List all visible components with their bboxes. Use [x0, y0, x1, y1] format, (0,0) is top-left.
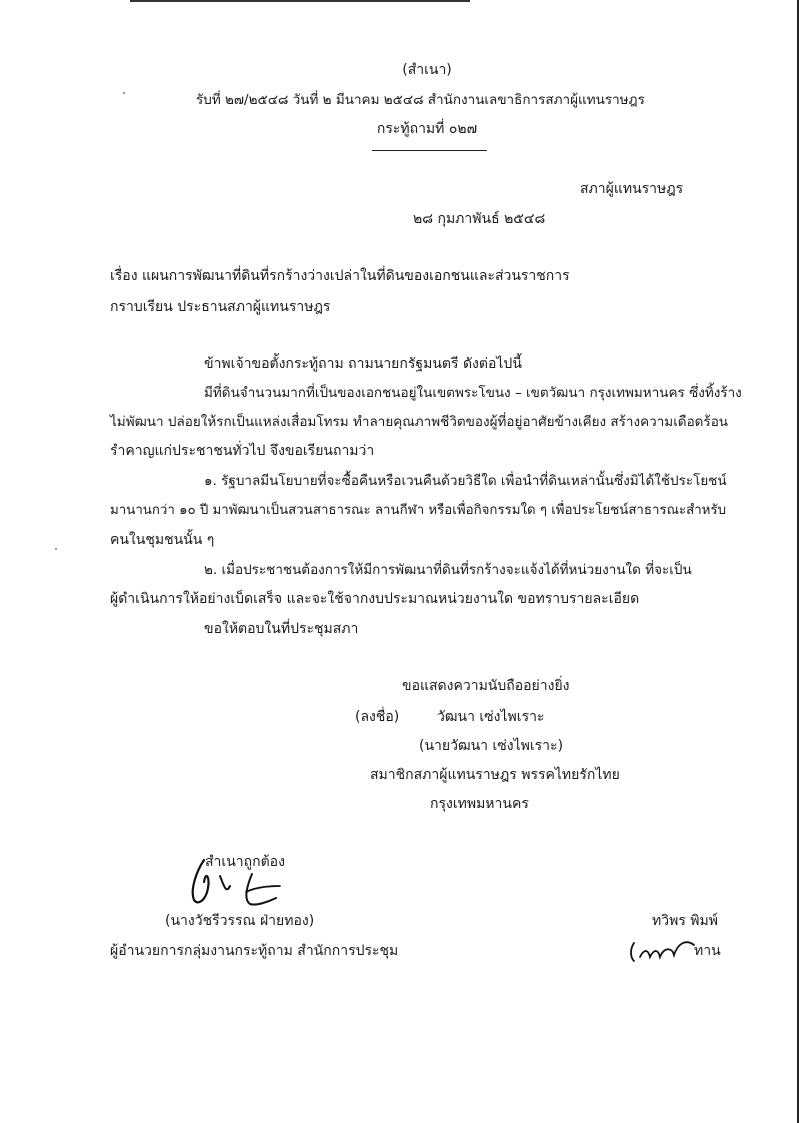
signed-name: วัฒนา เซ่งไพเราะ — [437, 709, 545, 725]
question-1-line: คนในชุมชนนั้น ๆ — [110, 532, 215, 548]
regards-line: ขอแสดงความนับถืออย่างยิ่ง — [402, 678, 570, 694]
subject-line: เรื่อง แผนการพัฒนาที่ดินที่รกร้างว่างเปล่าในที่ดินของเอกชนและส่วนราชการ — [110, 268, 570, 284]
body-paragraph-line: มีที่ดินจำนวนมากที่เป็นของเอกชนอยู่ในเขตพระโขนง – เขตวัฒนา กรุงเทพมหานคร ซึ่งทิ้งร้าง — [204, 385, 742, 401]
certifier-name: (นางวัชรีวรรณ ฝ่ายทอง) — [165, 913, 315, 929]
member-position: สมาชิกสภาผู้แทนราษฎร พรรคไทยรักไทย — [370, 767, 620, 783]
typist-initials-signature — [628, 935, 698, 967]
member-province: กรุงเทพมหานคร — [430, 796, 529, 812]
question-1-line: ๑. รัฐบาลมีนโยบายที่จะซื้อคืนหรือเวนคืนด้วยวิธีใด เพื่อนำที่ดินเหล่านั้นซึ่งมิได้ใช้ประโยชน์ — [204, 473, 727, 489]
header-underline — [372, 150, 487, 151]
question-1-line: มานานกว่า ๑๐ ปี มาพัฒนาเป็นสวนสาธารณะ ลานกีฬา หรือเพื่อกิจกรรมใด ๆ เพื่อประโยชน์สาธารณะสำหรับ — [110, 503, 727, 518]
body-paragraph-line: ไม่พัฒนา ปล่อยให้รกเป็นแหล่งเสื่อมโทรม ทำลายคุณภาพชีวิตของผู้ที่อยู่อาศัยข้างเคียง สร้างความเดือดร้อน — [110, 414, 729, 430]
scan-edge-right — [797, 0, 799, 1123]
body-paragraph-line: รำคาญแก่ประชาชนทั่วไป จึงขอเรียนถามว่า — [110, 443, 375, 459]
receipt-line: รับที่ ๒๗/๒๕๔๘ วันที่ ๒ มีนาคม ๒๕๔๘ สำนักงานเลขาธิการสภาผู้แทนราษฎร — [196, 92, 645, 108]
body-intro: ข้าพเจ้าขอตั้งกระทู้ถาม ถามนายกรัฐมนตรี ดังต่อไปนี้ — [204, 356, 522, 372]
question-number: กระทู้ถามที่ ๐๒๗ — [376, 121, 478, 137]
letter-date: ๒๘ กุมภาพันธ์ ๒๕๔๘ — [413, 211, 546, 227]
printed-name: (นายวัฒนา เซ่งไพเราะ) — [419, 738, 564, 754]
scan-edge-top — [130, 0, 470, 2]
certifier-signature — [180, 842, 290, 912]
checked-suffix: ทาน — [694, 943, 721, 959]
question-2-line: ๒. เมื่อประชาชนต้องการให้มีการพัฒนาที่ดินที่รกร้างจะแจ้งได้ที่หน่วยงานใด ที่จะเป็น — [204, 562, 692, 578]
scan-speck — [55, 548, 57, 550]
certified-copy-label: สำเนาถูกต้อง — [205, 854, 285, 870]
closing-request: ขอให้ตอบในที่ประชุมสภา — [204, 621, 359, 637]
certifier-position: ผู้อำนวยการกลุ่มงานกระทู้ถาม สำนักการประชุม — [110, 943, 399, 959]
sender-org: สภาผู้แทนราษฎร — [580, 181, 684, 197]
scan-speck — [123, 92, 125, 94]
copy-mark: (สำเนา) — [402, 62, 452, 78]
typist-line: ทวิพร พิมพ์ — [652, 913, 718, 929]
signed-label: (ลงชื่อ) — [355, 709, 400, 725]
question-2-line: ผู้ดำเนินการให้อย่างเบ็ดเสร็จ และจะใช้จากงบประมาณหน่วยงานใด ขอทราบรายละเอียด — [110, 591, 640, 607]
salutation: กราบเรียน ประธานสภาผู้แทนราษฎร — [110, 299, 331, 315]
